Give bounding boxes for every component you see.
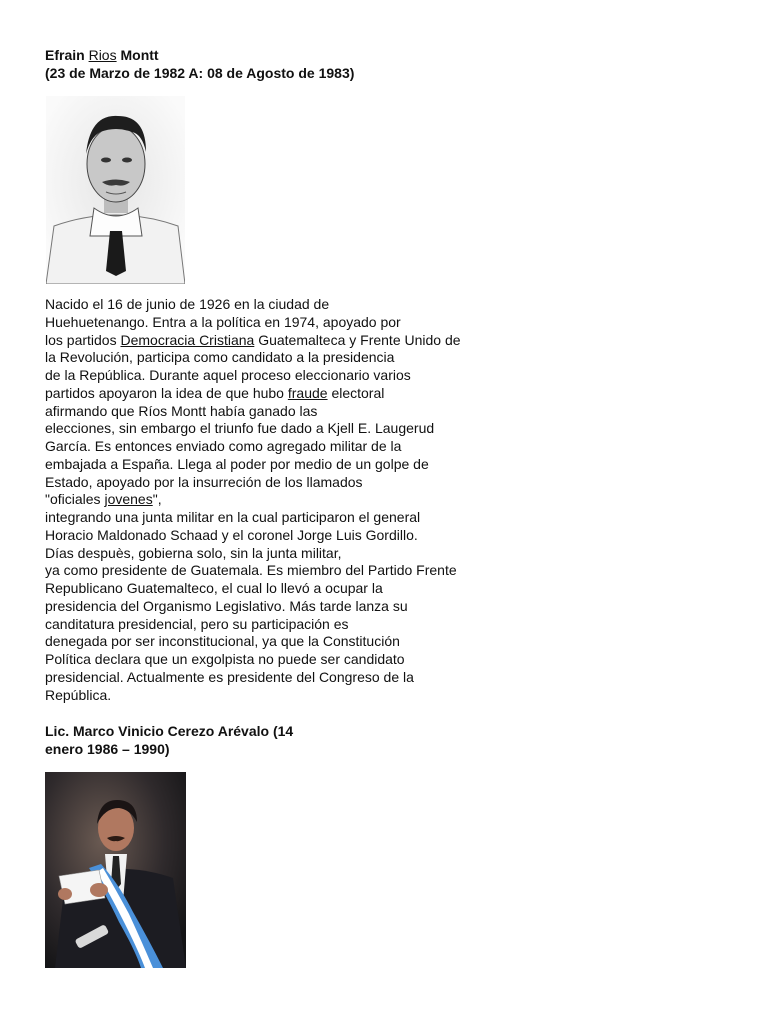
bio-text: partidos apoyaron la idea de que hubo	[45, 384, 288, 401]
term-dates: (23 de Marzo de 1982 A: 08 de Agosto de 1983)	[45, 65, 355, 81]
bio-line: Nacido el 16 de junio de 1926 en la ciudad de	[45, 296, 330, 312]
bio-text: ",	[152, 491, 162, 508]
bio-line: Estado, apoyado por la insurreción de los llamados	[45, 473, 363, 490]
bio-text: electoral	[327, 384, 385, 401]
portrait-rios-montt	[46, 96, 185, 284]
bio-line	[45, 491, 461, 509]
bio-line: García. Es entonces enviado como agregado militar de la	[45, 438, 402, 454]
bio-line: Política declara que un exgolpista no puede ser candidato	[45, 651, 405, 667]
bio-text: Guatemalteca y Frente Unido de	[254, 331, 461, 348]
bio-text: "oficiales	[45, 491, 105, 508]
heading-line: enero 1986 – 1990)	[45, 741, 170, 757]
section-heading-rios-montt	[45, 46, 354, 82]
bio-line: afirmando que Ríos Montt había ganado las	[45, 402, 318, 419]
bio-line: ya como presidente de Guatemala. Es miembro del Partido Frente	[45, 562, 457, 579]
fraude-link[interactable]: fraude	[287, 384, 328, 401]
name-last: Montt	[120, 47, 159, 63]
name-first: Efrain	[45, 47, 85, 63]
bio-line: embajada a España. Llega al poder por medio de un golpe de	[45, 455, 429, 472]
photo-cerezo-arevalo	[45, 772, 186, 968]
portrait-illustration	[46, 96, 185, 284]
photo-illustration	[45, 772, 186, 968]
bio-line: Republicano Guatemalteco, el cual lo llevó a ocupar la	[45, 580, 383, 596]
bio-line: de la República. Durante aquel proceso eleccionario varios	[45, 367, 411, 383]
bio-line: presidencia del Organismo Legislativo. Más tarde lanza su	[45, 597, 408, 614]
bio-line	[45, 385, 461, 403]
bio-line: elecciones, sin embargo el triunfo fue dado a Kjell E. Laugerud	[45, 420, 435, 437]
bio-line: Días despuès, gobierna solo, sin la junta militar,	[45, 544, 342, 561]
bio-line: presidencial. Actualmente es presidente del Congreso de la	[45, 668, 414, 685]
section-heading-cerezo	[45, 722, 293, 758]
bio-line: canditatura presidencial, pero su participación es	[45, 615, 349, 632]
bio-line: Huehuetenango. Entra a la política en 1974, apoyado por	[45, 313, 401, 330]
heading-line: Lic. Marco Vinicio Cerezo Arévalo (14	[45, 723, 294, 739]
bio-text: los partidos	[45, 331, 121, 348]
biography-rios-montt	[45, 296, 461, 704]
bio-line: la Revolución, participa como candidato a la presidencia	[45, 349, 395, 366]
name-middle-link[interactable]: Rios	[88, 47, 117, 63]
bio-line: Horacio Maldonado Schaad y el coronel Jorge Luis Gordillo.	[45, 526, 418, 543]
bio-line	[45, 332, 461, 350]
bio-line: República.	[45, 686, 112, 703]
democracia-cristiana-link[interactable]: Democracia Cristiana	[120, 331, 255, 348]
bio-line: denegada por ser inconstitucional, ya que la Constitución	[45, 633, 400, 650]
bio-line: integrando una junta militar en la cual participaron el general	[45, 509, 421, 525]
jovenes-link[interactable]: jovenes	[104, 491, 153, 508]
